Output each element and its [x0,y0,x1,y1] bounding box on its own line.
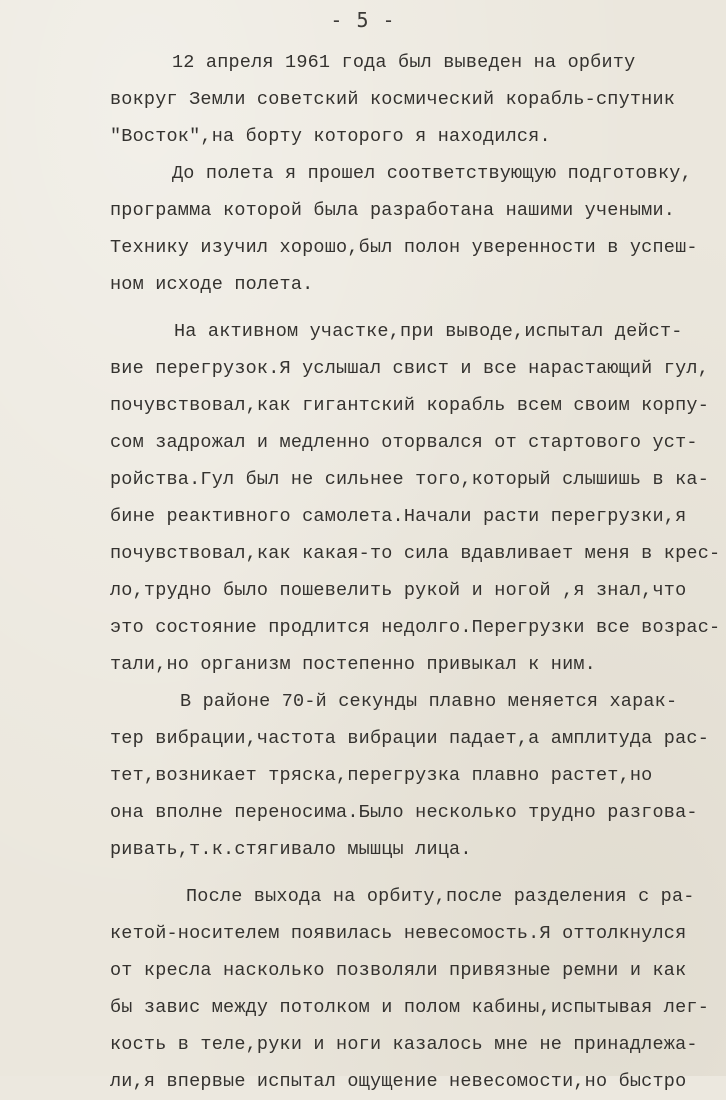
paragraph-2 [110,155,710,303]
paragraph-4 [110,683,710,868]
text-line: ли,я впервые испытал ощущение невесомости,но быстро [110,1071,687,1092]
text-line: бине реактивного самолета.Начали расти перегрузки,я [110,506,687,527]
text-line: После выхода на орбиту,после разделения с ра- [186,886,695,907]
text-line: тали,но организм постепенно привыкал к ним. [110,654,596,675]
text-line: тер вибрации,частота вибрации падает,а амплитуда рас- [110,728,709,749]
paragraph-gap [110,868,710,878]
text-line: почувствовал,как гигантский корабль всем своим корпу- [110,395,709,416]
text-line: Технику изучил хорошо,был полон уверенности в успеш- [110,237,698,258]
text-line: бы завис между потолком и полом кабины,испытывая лег- [110,997,709,1018]
text-line: вие перегрузок.Я услышал свист и все нарастающий гул, [110,358,709,379]
text-line: она вполне переносима.Было несколько трудно разгова- [110,802,698,823]
paragraph-5 [110,878,710,1100]
text-line: это состояние продлится недолго.Перегрузки все возрас- [110,617,721,638]
paragraph-gap [110,303,710,313]
page-number: - 5 - [330,8,396,32]
text-line: сом задрожал и медленно оторвался от стартового уст- [110,432,698,453]
document-body [110,44,721,1100]
text-line: ройства.Гул был не сильнее того,который слышишь в ка- [110,469,709,490]
text-line: кость в теле,руки и ноги казалось мне не принадлежа- [110,1034,698,1055]
text-line: В районе 70-й секунды плавно меняется харак- [180,691,678,712]
text-line: почувствовал,как какая-то сила вдавливает меня в крес- [110,543,721,564]
text-line: ном исходе полета. [110,274,314,295]
paragraph-1 [110,44,710,155]
text-line: ло,трудно было пошевелить рукой и ногой ,я знал,что [110,580,687,601]
text-line: ривать,т.к.стягивало мышцы лица. [110,839,472,860]
paragraph-3 [110,313,721,683]
text-line: "Восток",на борту которого я находился. [110,126,551,147]
text-line: 12 апреля 1961 года был выведен на орбиту [172,52,636,73]
text-line: До полета я прошел соответствующую подготовку, [172,163,692,184]
text-line: от кресла насколько позволяли привязные ремни и как [110,960,687,981]
text-line: тет,возникает тряска,перегрузка плавно растет,но [110,765,653,786]
text-line: программа которой была разработана нашими учеными. [110,200,676,221]
text-line: кетой-носителем появилась невесомость.Я оттолкнулся [110,923,687,944]
text-line: На активном участке,при выводе,испытал дейст- [174,321,683,342]
text-line: вокруг Земли советский космический корабль-спутник [110,89,676,110]
